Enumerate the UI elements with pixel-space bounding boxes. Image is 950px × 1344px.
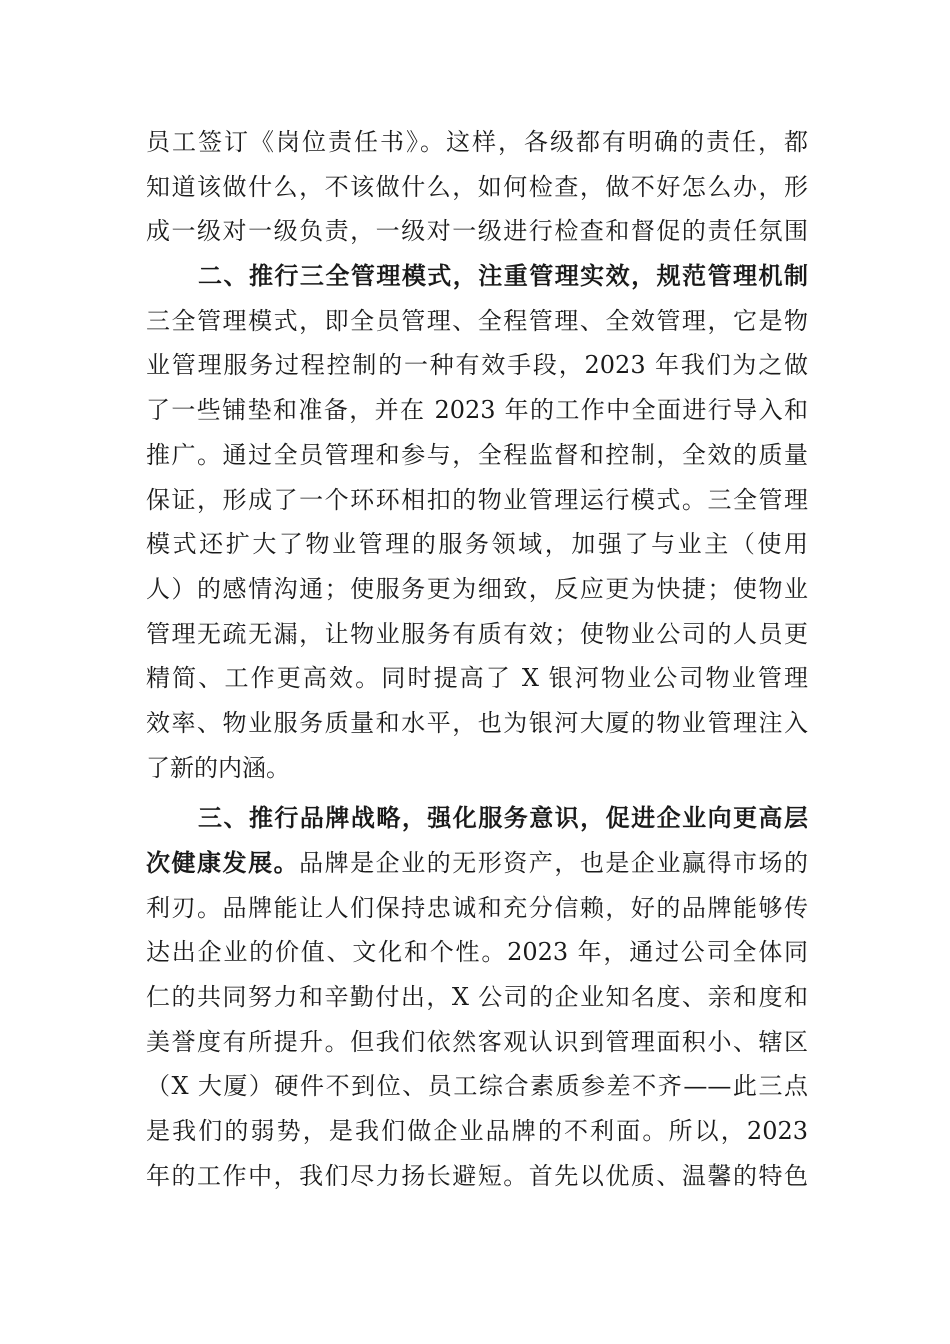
para2-line-11: 了新的内涵。 — [146, 753, 290, 782]
para3-line-1 — [146, 841, 808, 886]
para3-line-8: 年的工作中，我们尽力扬长避短。首先以优质、温馨的特色 — [146, 1161, 808, 1190]
para2-line-4: 推广。通过全员管理和参与，全程监督和控制，全效的质量 — [146, 440, 808, 469]
para1-line-1: 员工签订《岗位责任书》。这样，各级都有明确的责任，都 — [146, 128, 808, 156]
section-heading-2: 二、推行三全管理模式，注重管理实效，规范管理机制 — [198, 262, 808, 291]
para3-line-2: 利刃。品牌能让人们保持忠诚和充分信赖，好的品牌能够传 — [146, 893, 808, 922]
para3-line-7: 是我们的弱势，是我们做企业品牌的不利面。所以，2023 — [146, 1117, 808, 1146]
para2-line-8: 管理无疏无漏，让物业服务有质有效；使物业公司的人员更 — [146, 619, 808, 648]
para1-line-3: 成一级对一级负责，一级对一级进行检查和督促的责任氛围 — [146, 217, 808, 246]
para2-line-3: 了一些铺垫和准备，并在 2023 年的工作中全面进行导入和 — [146, 396, 808, 425]
document-body — [146, 120, 808, 1199]
para2-line-2: 业管理服务过程控制的一种有效手段，2023 年我们为之做 — [146, 351, 808, 380]
para2-line-1: 三全管理模式，即全员管理、全程管理、全效管理，它是物 — [146, 306, 808, 335]
para2-line-7: 人）的感情沟通；使服务更为细致，反应更为快捷；使物业 — [146, 574, 808, 603]
para2-line-6: 模式还扩大了物业管理的服务领域，加强了与业主（使用 — [146, 530, 808, 559]
para2-line-10: 效率、物业服务质量和水平，也为银河大厦的物业管理注入 — [146, 708, 808, 737]
para2-line-5: 保证，形成了一个环环相扣的物业管理运行模式。三全管理 — [146, 485, 808, 514]
para1-line-2: 知道该做什么，不该做什么，如何检查，做不好怎么办，形 — [146, 172, 808, 201]
section-heading-3: 三、推行品牌战略，强化服务意识，促进企业向更高层 — [198, 804, 808, 833]
para3-line-3: 达出企业的价值、文化和个性。2023 年，通过公司全体同 — [146, 938, 808, 967]
para3-line-5: 美誉度有所提升。但我们依然客观认识到管理面积小、辖区 — [146, 1027, 808, 1056]
para3-line-4: 仁的共同努力和辛勤付出，X 公司的企业知名度、亲和度和 — [146, 983, 808, 1012]
para3-line-1-text: 品牌是企业的无形资产，也是企业赢得市场的 — [299, 849, 808, 877]
para3-line-6: （X 大厦）硬件不到位、员工综合素质参差不齐——此三点 — [146, 1072, 808, 1101]
para2-line-9: 精简、工作更高效。同时提高了 X 银河物业公司物业管理 — [146, 664, 808, 693]
section-heading-3-continued: 次健康发展。 — [146, 849, 300, 877]
